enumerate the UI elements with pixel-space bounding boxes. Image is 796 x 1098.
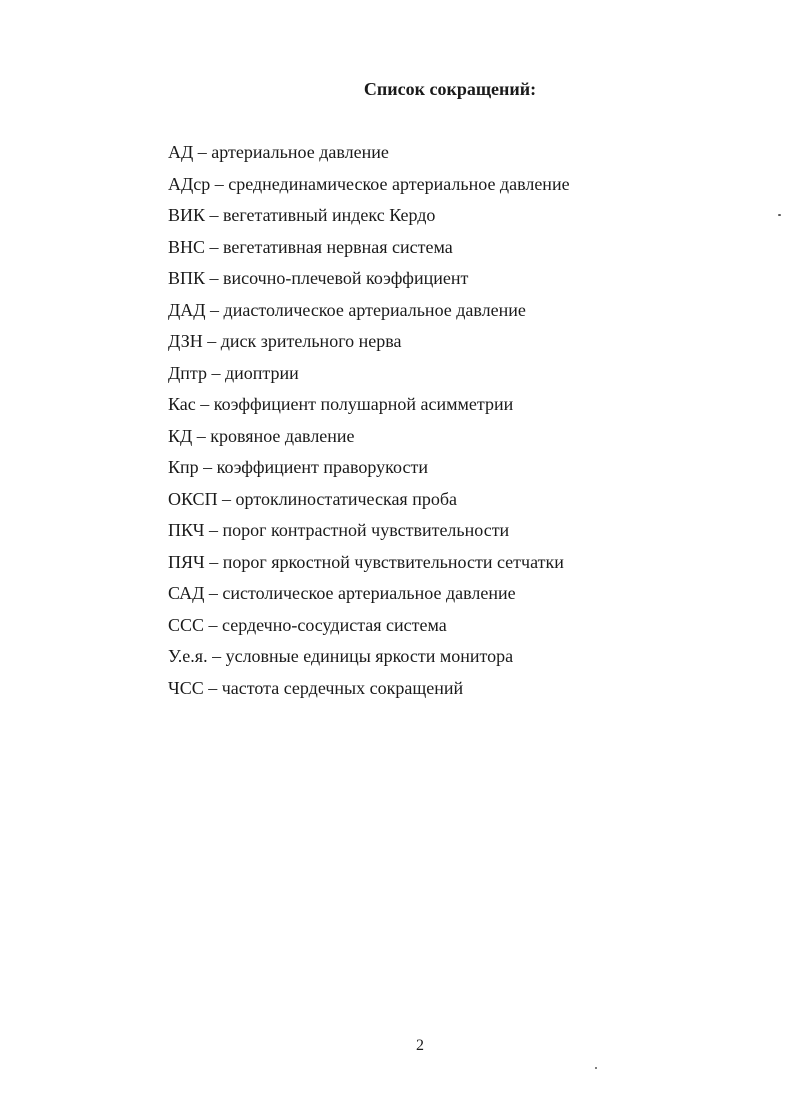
abbreviation-item: Кпр – коэффициент праворукости — [168, 457, 428, 477]
abbreviation-item: АДср – среднединамическое артериальное давление — [168, 173, 570, 194]
abbreviation-item: ПКЧ – порог контрастной чувствительности — [168, 520, 510, 540]
abbreviation-item: У.е.я. – условные единицы яркости монитора — [168, 646, 514, 666]
abbreviation-item: ВПК – височно-плечевой коэффициент — [168, 268, 469, 288]
abbreviation-item: ДЗН – диск зрительного нерва — [168, 331, 402, 351]
page-title: Список сокращений: — [363, 79, 537, 99]
abbreviation-item: ВИК – вегетативный индекс Кердо — [168, 205, 436, 225]
abbreviation-item: ПЯЧ – порог яркостной чувствительности сетчатки — [168, 551, 564, 572]
abbreviation-item: КД – кровяное давление — [168, 425, 355, 446]
abbreviation-item: ЧСС – частота сердечных сокращений — [168, 677, 464, 698]
abbreviation-item: ВНС – вегетативная нервная система — [168, 236, 453, 257]
abbreviation-list — [168, 140, 570, 707]
abbreviation-item: САД – систолическое артериальное давление — [168, 583, 516, 603]
page-number: 2 — [416, 1037, 424, 1054]
abbreviation-item: АД – артериальное давление — [168, 142, 389, 162]
abbreviation-item: ДАД – диастолическое артериальное давление — [168, 299, 526, 320]
abbreviation-item: Дптр – диоптрии — [168, 362, 299, 383]
abbreviation-item: Кас – коэффициент полушарной асимметрии — [168, 394, 514, 414]
scan-speck — [595, 1067, 597, 1069]
abbreviation-item: ОКСП – ортоклиностатическая проба — [168, 488, 457, 509]
scan-speck — [778, 214, 781, 216]
abbreviation-item: ССС – сердечно-сосудистая система — [168, 614, 447, 635]
